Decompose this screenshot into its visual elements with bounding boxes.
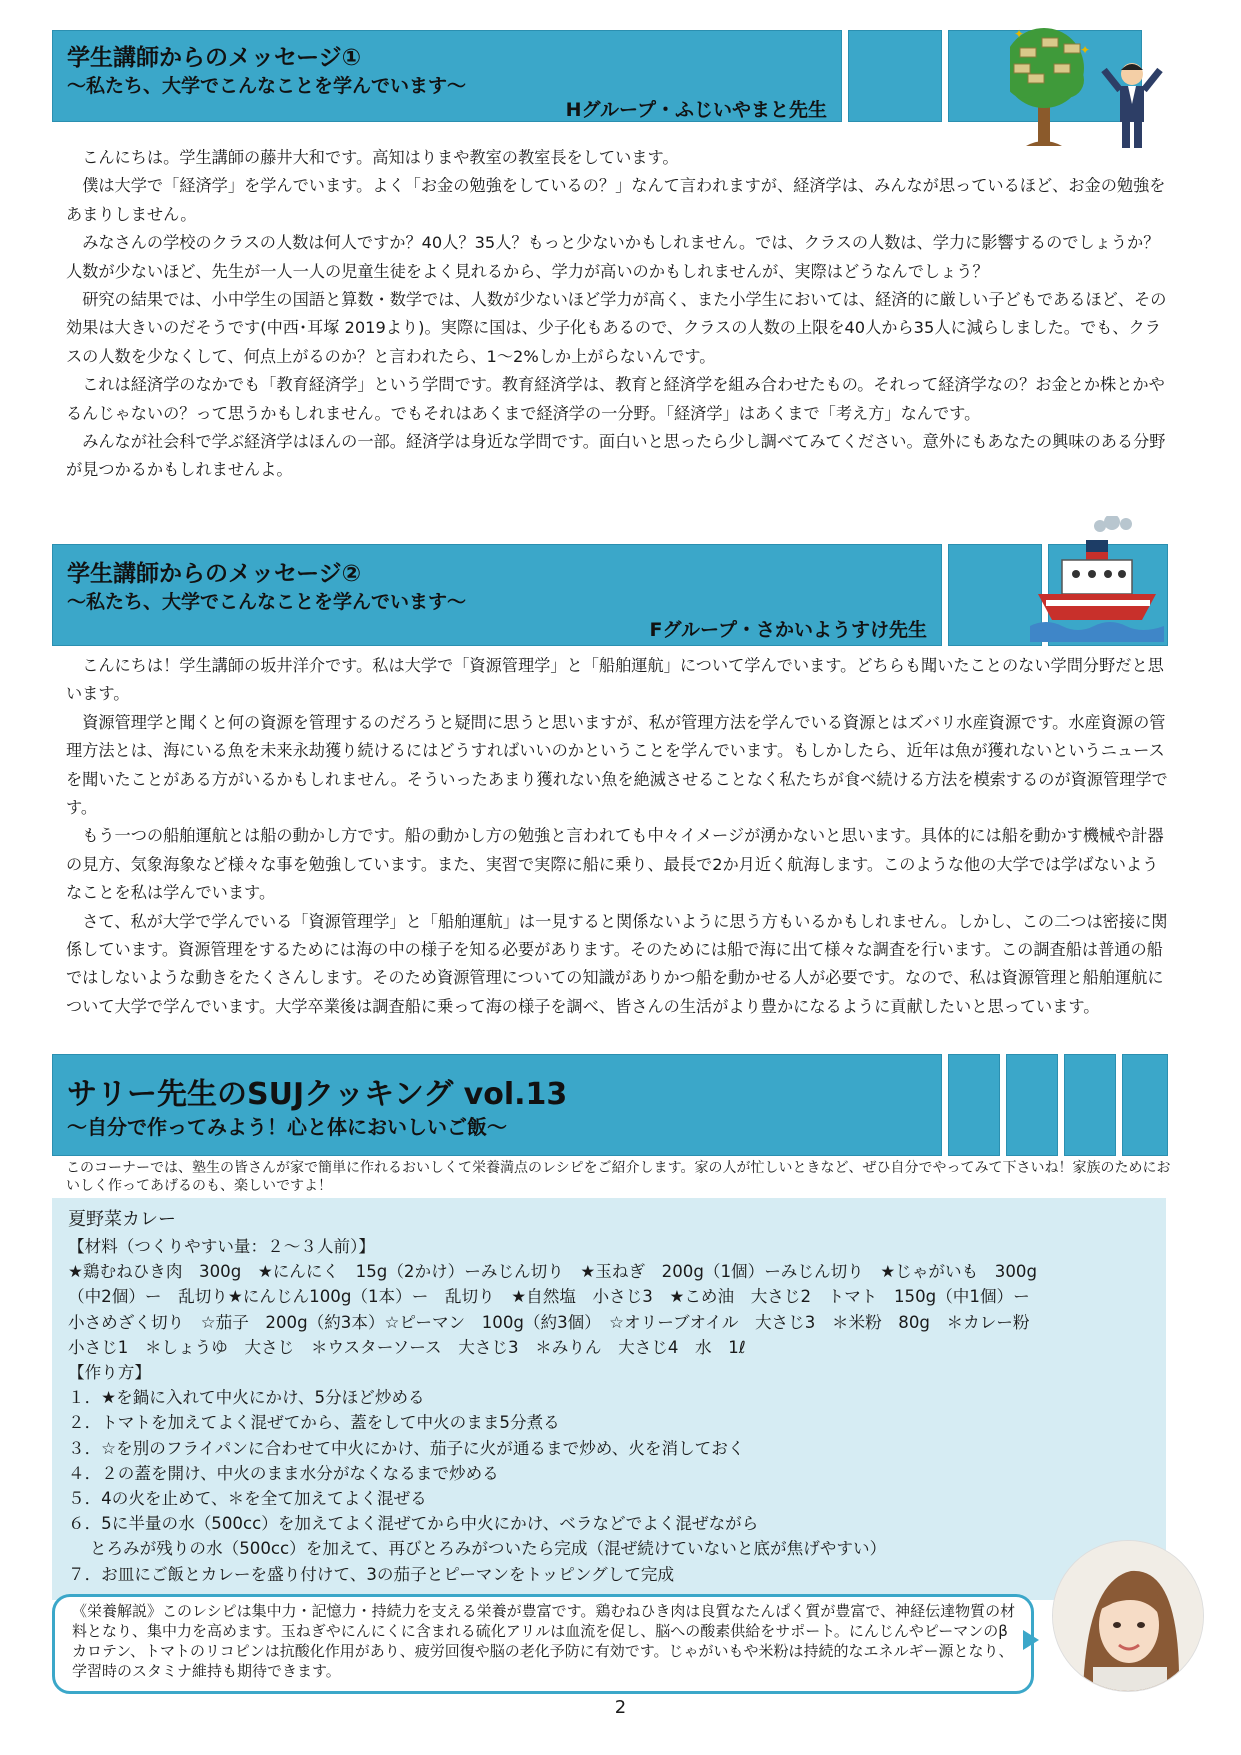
recipe-title: 夏野菜カレー <box>68 1209 176 1230</box>
ingredients-line: 小さめざく切り ☆茄子 200g（約3本）☆ピーマン 100g（約3個） ☆オリーブオイル 大さじ3 ＊米粉 80g ＊カレー粉 <box>68 1312 1030 1332</box>
bubble-tail <box>1023 1630 1039 1650</box>
section3-tile <box>1122 1054 1168 1156</box>
recipe-step: ２．トマトを加えてよく混ぜてから、蓋をして中火のまま5分煮る <box>68 1413 560 1433</box>
section1-title-bar <box>52 30 842 122</box>
section3-tile <box>1006 1054 1058 1156</box>
recipe-step: ５．4の火を止めて、＊を全て加えてよく混ぜる <box>68 1489 427 1509</box>
recipe-step: ４．２の蓋を開け、中火のまま水分がなくなるまで炒める <box>68 1463 499 1483</box>
recipe-step: とろみが残りの水（500cc）を加えて、再びとろみがついたら完成（混ぜ続けていないと底が焦げやすい） <box>68 1539 887 1559</box>
svg-text:✦: ✦ <box>1080 43 1091 57</box>
section1-tile <box>848 30 942 122</box>
ingredients-heading: 【材料（つくりやすい量：２～３人前）】 <box>68 1237 375 1256</box>
section3-title: サリー先生のSUJクッキング vol.13 <box>67 1077 568 1112</box>
paragraph: こんにちは！学生講師の坂井洋介です。私は大学で「資源管理学」と「船舶運航」について学んでいます。どちらも聞いたことのない学問分野だと思います。 <box>66 656 1164 704</box>
paragraph: さて、私が大学で学んでいる「資源管理学」と「船舶運航」は一見すると関係ないように思う方もいるかもしれません。しかし、この二つは密接に関係しています。資源管理をするためには海の中の様子を知る必要があります。そのためには船で海に出て様々な調査を行います。この調査船は普通の船ではしないような動きをたくさんします。そのため資源管理についての知識がありかつ船を動かせる人が必要です。なので、私は資源管理と船舶運航について大学で学んでいます。大学卒業後は調査船に乗って海の様子を調べ、皆さんの生活がより豊かになるように貢献したいと思っています。 <box>66 911 1168 1016</box>
section2-header <box>52 544 1166 644</box>
section2-tile <box>948 544 1042 646</box>
recipe <box>68 1206 1168 1587</box>
recipe-step: ６．5に半量の水（500cc）を加えてよく混ぜてから中火にかけ、ベラなどでよく混ぜながら <box>68 1514 759 1534</box>
section3-header <box>52 1054 1166 1154</box>
page-number: 2 <box>614 1697 627 1718</box>
money-tree-illustration <box>1010 24 1166 158</box>
ingredients-line: 小さじ1 ＊しょうゆ 大さじ ＊ウスターソース 大さじ3 ＊みりん 大さじ4 水 1ℓ <box>68 1337 746 1357</box>
section1-author: Hグループ・ふじいやまと先生 <box>565 99 827 121</box>
ingredients-line: （中2個）ー 乱切り★にんじん100g（1本）ー 乱切り ★自然塩 小さじ3 ★こめ油 大さじ2 トマト 150g（中1個）ー <box>68 1287 1030 1307</box>
section1-title: 学生講師からのメッセージ① <box>67 45 362 71</box>
steps-heading: 【作り方】 <box>68 1363 151 1383</box>
paragraph: こんにちは。学生講師の藤井大和です。高知はりまや教室の教室長をしています。 <box>82 148 679 167</box>
teacher-photo <box>1052 1540 1204 1692</box>
ingredients-line: ★鶏むねひき肉 300g ★にんにく 15g（2かけ）ーみじん切り ★玉ねぎ 200g（1個）ーみじん切り ★じゃがいも 300g <box>68 1262 1038 1282</box>
paragraph: 研究の結果では、小中学生の国語と算数・数学では、人数が少ないほど学力が高く、また小学生においては、経済的に厳しい子どもであるほど、その効果は大きいのだそうです(中西･耳塚 2019より)。実際に国は、少子化もあるので、クラスの人数の上限を40人から35人に減らしました。でも、クラスの人数を少なくして、何点上がるのか？と言われたら、1～2%しか上がらないんです。 <box>66 290 1167 366</box>
section2-body <box>66 652 1170 1021</box>
paragraph: みなさんの学校のクラスの人数は何人ですか？40人？35人？もっと少ないかもしれません。では、クラスの人数は、学力に影響するのでしょうか？人数が少ないほど、先生が一人一人の児童生徒をよく見れるから、学力が高いのかもしれませんが、実際はどうなんでしょう？ <box>66 233 1160 281</box>
section3-tile <box>1064 1054 1116 1156</box>
section2-title: 学生講師からのメッセージ② <box>67 561 362 587</box>
paragraph: みんなが社会科で学ぶ経済学はほんの一部。経済学は身近な学問です。面白いと思ったら少し調べてみてください。意外にもあなたの興味のある分野が見つかるかもしれませんよ。 <box>66 432 1166 480</box>
paragraph: もう一つの船舶運航とは船の動かし方です。船の動かし方の勉強と言われても中々イメージが湧かないと思います。具体的には船を動かす機械や計器の見方、気象海象など様々な事を勉強しています。また、実習で実際に船に乗り、最長で2か月近く航海します。このような他の大学では学ばないようなことを私は学んでいます。 <box>66 826 1164 903</box>
paragraph: これは経済学のなかでも「教育経済学」という学問です。教育経済学は、教育と経済学を組み合わせたもの。それって経済学なの？お金とか株とかやるんじゃないの？って思うかもしれません。でもそれはあくまで経済学の一分野。「経済学」はあくまで「考え方」なんです。 <box>66 375 1165 423</box>
nutrition-text: 《栄養解説》このレシピは集中力・記憶力・持続力を支える栄養が豊富です。鶏むねひき肉は良質なたんぱく質が豊富で、神経伝達物質の材料となり、集中力を高めます。玉ねぎやにんにくに含まれる硫化アリルは血流を促し、脳への酸素供給をサポート。にんじんやピーマンのβカロテン、トマトのリコピンは抗酸化作用があり、疲労回復や脳の老化予防に有効です。じゃがいもや米粉は持続的なエネルギー源となり、学習時のスタミナ維持も期待できます。 <box>72 1602 1016 1680</box>
recipe-step: ３．☆を別のフライパンに合わせて中火にかけ、茄子に火が通るまで炒め、火を消しておく <box>68 1438 745 1458</box>
recipe-step: ７．お皿にご飯とカレーを盛り付けて、3の茄子とピーマンをトッピングして完成 <box>68 1564 675 1584</box>
paragraph: 僕は大学で「経済学」を学んでいます。よく「お金の勉強をしているの？」なんて言われますが、経済学は、みんなが思っているほど、お金の勉強をあまりしません。 <box>66 176 1166 224</box>
section3-title-bar <box>52 1054 942 1156</box>
section2-author: Fグループ・さかいようすけ先生 <box>649 619 927 641</box>
section3-subtitle: ～自分で作ってみよう！心と体においしいご飯～ <box>67 1115 507 1139</box>
paragraph: 資源管理学と聞くと何の資源を管理するのだろうと疑問に思うと思いますが、私が管理方法を学んでいる資源とはズバリ水産資源です。水産資源の管理方法とは、海にいる魚を未来永劫獲り続けるにはどうすればいいのかということを学んでいます。もしかしたら、近年は魚が獲れないというニュースを聞いたことがある方がいるかもしれません。そういったあまり獲れない魚を絶滅させることなく私たちが食べ続ける方法を模索するのが資源管理学です。 <box>66 712 1168 818</box>
section2-subtitle: ～私たち、大学でこんなことを学んでいます～ <box>67 591 467 613</box>
section1-subtitle: ～私たち、大学でこんなことを学んでいます～ <box>67 75 467 97</box>
section3-tile <box>948 1054 1000 1156</box>
section1-body <box>66 144 1170 485</box>
ship-illustration <box>1030 516 1164 642</box>
recipe-step: １．★を鍋に入れて中火にかけ、5分ほど炒める <box>68 1388 425 1408</box>
cooking-intro: このコーナーでは、塾生の皆さんが家で簡単に作れるおいしくて栄養満点のレシピをご紹介します。家の人が忙しいときなど、ぜひ自分でやってみて下さいね！家族のためにおいしく作ってあげるのも、楽しいですよ！ <box>66 1160 1171 1194</box>
section1-header <box>52 30 1166 120</box>
svg-text:✦: ✦ <box>1014 27 1025 41</box>
section2-title-bar <box>52 544 942 646</box>
